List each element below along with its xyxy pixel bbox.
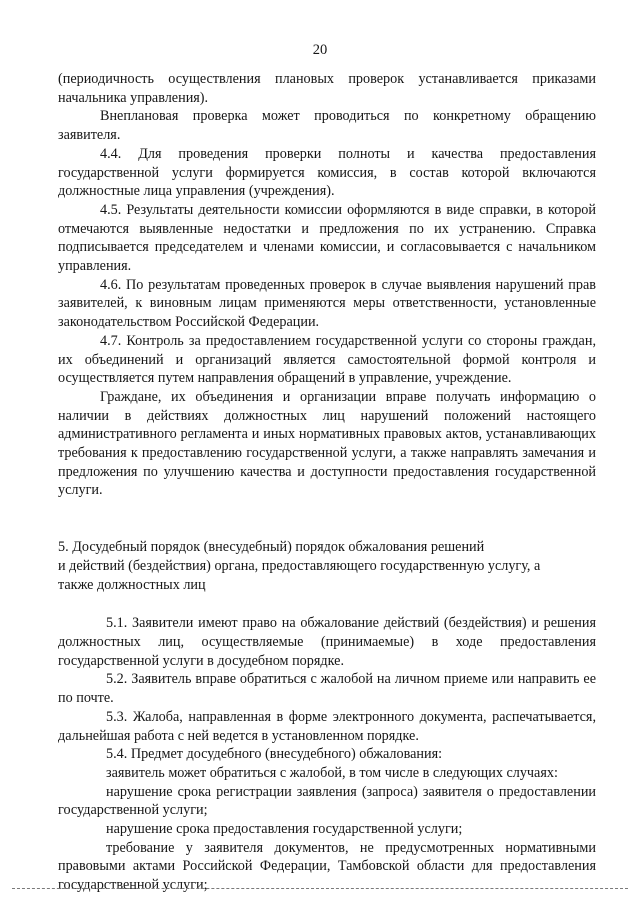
- paragraph: 4.5. Результаты деятельности комиссии оформляются в виде справки, в которой отмечаются выявленные недостатки и предложения по их устранению. Справка подписывается председателем и членами комиссии, и согласовывается с начальником управления.: [58, 201, 596, 275]
- paragraph: нарушение срока предоставления государственной услуги;: [106, 821, 463, 838]
- spacer: [58, 500, 596, 538]
- paragraph: 4.6. По результатам проведенных проверок в случае выявления нарушений прав заявителей, к виновным лицам применяются меры ответственности, установленные законодательством Российской Федерации.: [58, 276, 596, 331]
- paragraph: Внеплановая проверка может проводиться по конкретному обращению заявителя.: [58, 108, 596, 144]
- section-heading-line: и действий (бездействия) органа, предоставляющего государственную услугу, а: [58, 557, 541, 574]
- section-heading: [58, 538, 596, 594]
- page-number: 20: [312, 42, 328, 58]
- paragraph: 4.4. Для проведения проверки полноты и качества предоставления государственной услуги формируется комиссия, в состав которой включаются должностные лица управления (учреждения).: [58, 145, 596, 200]
- paragraph: заявитель может обратиться с жалобой, в том числе в следующих случаях:: [106, 764, 558, 781]
- paragraph: Граждане, их объединения и организации вправе получать информацию о наличии в действиях должностных лиц нарушений положений настоящего административного регламента и иных нормативных правовых актов, устанавливающих требования к предоставлению государственной услуги, а также направлять замечания и предложения по улучшению качества и доступности предоставления государственной услуги.: [58, 388, 596, 499]
- paragraph: (периодичность осуществления плановых проверок устанавливается приказами начальника управления).: [58, 71, 596, 106]
- paragraph: 5.2. Заявитель вправе обратиться с жалобой на личном приеме или направить ее по почте.: [58, 671, 596, 707]
- section-heading-line: 5. Досудебный порядок (внесудебный) порядок обжалования решений: [58, 539, 485, 556]
- paragraph: 5.1. Заявители имеют право на обжалование действий (бездействия) и решения должностных лиц, осуществляемые (принимаемые) в ходе предоставления государственной услуги в досудебном порядке.: [58, 615, 596, 669]
- paragraph: 4.7. Контроль за предоставлением государственной услуги со стороны граждан, их объединений и организаций является самостоятельной формой контроля и осуществляется путем направления обращений в управление, учреждение.: [58, 332, 596, 387]
- section-heading-line: также должностных лиц: [58, 576, 206, 593]
- document-body: [58, 70, 596, 895]
- paragraph: 5.3. Жалоба, направленная в форме электронного документа, распечатывается, дальнейшая работа с ней ведется в установленном порядке.: [58, 708, 596, 744]
- paragraph: 5.4. Предмет досудебного (внесудебного) обжалования:: [106, 746, 443, 763]
- footer-rule: [12, 888, 628, 889]
- paragraph: нарушение срока регистрации заявления (запроса) заявителя о предоставлении государственной услуги;: [58, 783, 596, 819]
- paragraph: требование у заявителя документов, не предусмотренных нормативными правовыми актами Российской Федерации, Тамбовской области для предоставления государственной услуги;: [58, 839, 596, 894]
- spacer: [58, 594, 596, 614]
